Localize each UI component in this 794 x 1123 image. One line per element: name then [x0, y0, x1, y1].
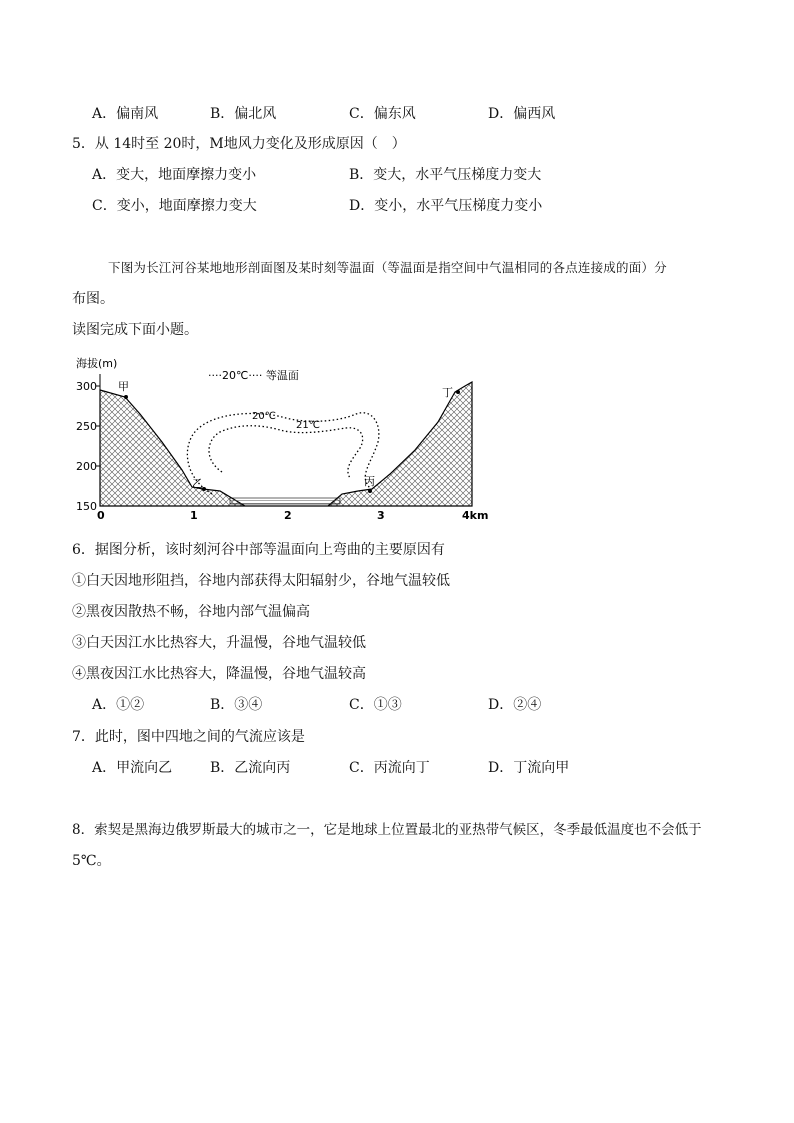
x-tick-1: 1	[190, 509, 198, 522]
q6-stem: 6．据图分析，该时刻河谷中部等温面向上弯曲的主要原因有	[72, 542, 445, 558]
q7-option-d: D．丁流向甲	[488, 760, 570, 776]
q6-option-b: B．③④	[210, 697, 263, 713]
isotherm-label-21c: 21℃	[296, 420, 320, 431]
q7-stem: 7．此时，图中四地之间的气流应该是	[72, 729, 305, 745]
x-tick-3: 3	[377, 509, 385, 522]
legend-label: ····20℃···· 等温面	[208, 369, 299, 382]
label-bing: 丙	[364, 475, 375, 488]
x-ticks	[97, 509, 488, 522]
x-tick-4km: 4km	[462, 509, 489, 522]
q6-item-2: ②黑夜因散热不畅，谷地内部气温偏高	[72, 604, 310, 620]
river	[230, 498, 340, 504]
q5-stem: 5．从 14时至 20时，M地风力变化及形成原因（ ）	[72, 136, 406, 152]
point-jia	[124, 395, 128, 399]
q4-option-c: C．偏东风	[349, 106, 416, 122]
q6-option-d: D．②④	[488, 697, 542, 713]
y-tick-250: 250	[76, 420, 97, 433]
y-tick-200: 200	[76, 460, 97, 473]
intro-line-1: 下图为长江河谷某地地形剖面图及某时刻等温面（等温面是指空间中气温相同的各点连接成的面）分	[108, 260, 667, 275]
q5-option-a: A．变大，地面摩擦力变小	[92, 167, 257, 183]
y-tick-150: 150	[76, 500, 97, 513]
x-tick-0: 0	[97, 509, 105, 522]
q4-option-b: B．偏北风	[210, 106, 277, 122]
q5-option-d: D．变小，水平气压梯度力变小	[349, 198, 543, 214]
q6-option-c: C．①③	[349, 697, 402, 713]
q6-item-4: ④黑夜因江水比热容大，降温慢，谷地气温较高	[72, 666, 366, 682]
intro-read: 读图完成下面小题。	[72, 322, 198, 338]
q4-option-d: D．偏西风	[488, 106, 556, 122]
label-jia: 甲	[118, 380, 129, 393]
valley-profile-figure	[70, 352, 510, 522]
label-yi: 乙	[192, 477, 203, 490]
point-bing	[368, 489, 372, 493]
isotherm-20c	[187, 413, 379, 494]
q8-line-1: 8．索契是黑海边俄罗斯最大的城市之一，它是地球上位置最北的亚热带气候区，冬季最低温度也不会低于	[72, 822, 702, 838]
q5-option-b: B．变大，水平气压梯度力变大	[349, 167, 542, 183]
isotherm-21c	[209, 426, 363, 478]
x-tick-2: 2	[284, 509, 292, 522]
q6-item-1: ①白天因地形阻挡，谷地内部获得太阳辐射少，谷地气温较低	[72, 573, 450, 589]
q4-option-a: A．偏南风	[92, 106, 159, 122]
q6-item-3: ③白天因江水比热容大，升温慢，谷地气温较低	[72, 635, 366, 651]
q7-option-c: C．丙流向丁	[349, 760, 430, 776]
q8-line-2: 5℃。	[72, 853, 111, 869]
q7-option-b: B．乙流向丙	[210, 760, 291, 776]
intro-line-2: 布图。	[72, 291, 114, 307]
y-ticks	[76, 380, 100, 513]
point-ding	[456, 390, 460, 394]
label-ding: 丁	[442, 386, 453, 399]
q5-option-c: C．变小，地面摩擦力变大	[92, 198, 257, 214]
terrain-profile	[100, 382, 472, 506]
q6-option-a: A．①②	[92, 697, 145, 713]
y-tick-300: 300	[76, 380, 97, 393]
q7-option-a: A．甲流向乙	[92, 760, 173, 776]
isotherm-label-20c: 20℃	[252, 411, 276, 422]
y-axis-title: 海拔(m)	[76, 357, 118, 370]
